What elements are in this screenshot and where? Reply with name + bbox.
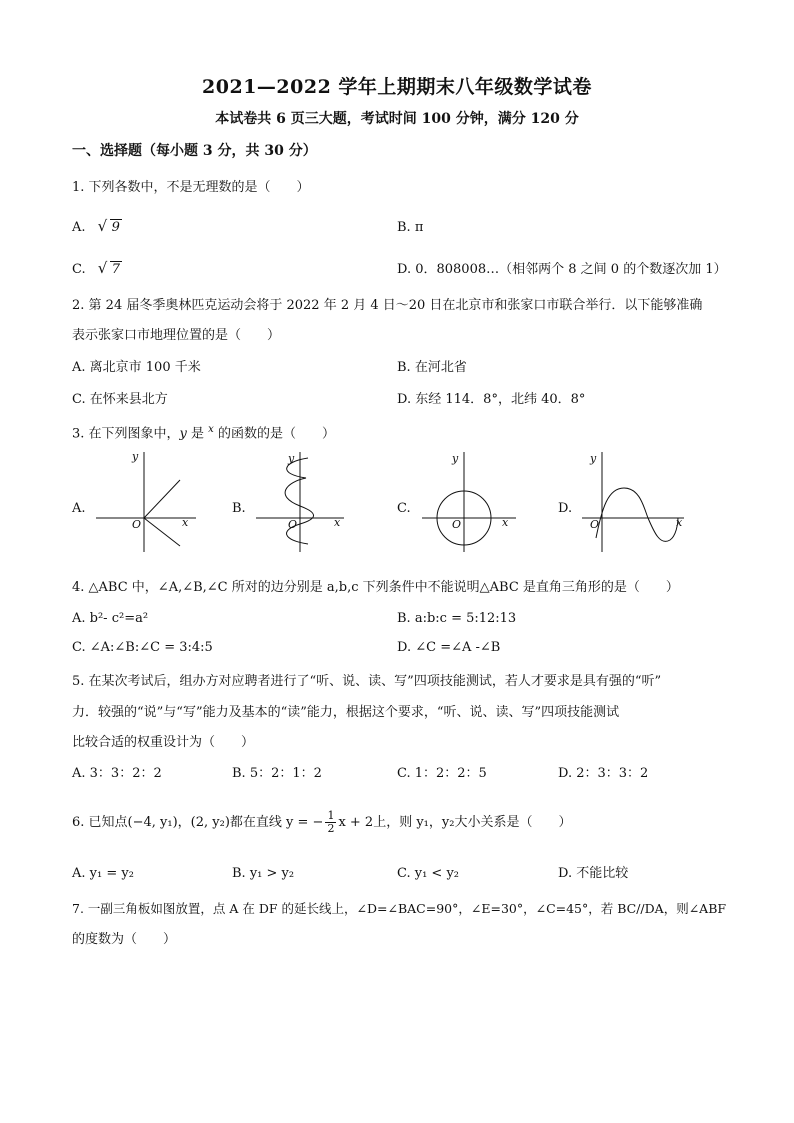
axis-y-label: y — [132, 450, 139, 463]
origin-label: O — [132, 518, 142, 531]
graph-c-label: C. — [397, 501, 411, 516]
question-4-stem: 4. △ABC 中，∠A,∠B,∠C 所对的边分别是 a,b,c 下列条件中不能说明△ABC 是直角三角形的是（ ） — [72, 580, 679, 595]
axis-y-label: y — [452, 452, 459, 465]
var-x: x — [208, 424, 214, 435]
stem-text: 的函数的是（ ） — [213, 426, 335, 442]
question-7-stem-line-2: 的度数为（ ） — [72, 932, 177, 947]
fraction-denominator: 2 — [327, 822, 335, 835]
fraction-one-half — [325, 810, 336, 835]
question-5-stem-line-1: 5. 在某次考试后，组办方对应聘者进行了“听、说、读、写”四项技能测试，若人才要求是具有强的“听” — [72, 674, 662, 689]
question-1-option-b: B. π — [397, 220, 424, 235]
question-1-option-a — [72, 218, 122, 238]
graph-a — [92, 448, 202, 556]
question-7-stem-line-1: 7. 一副三角板如图放置，点 A 在 DF 的延长线上，∠D=∠BAC=90°，∠E=30°，∠C=45°，若 BC//DA，则∠ABF — [72, 901, 727, 916]
var-y: y — [179, 426, 187, 442]
axis-x-label: x — [676, 516, 683, 529]
stem-text: 6. 已知点(−4, y₁)，(2, y₂)都在直线 y = − — [72, 815, 324, 830]
sqrt-symbol — [100, 218, 122, 238]
question-5-option-d: D. 2：3：3：2 — [558, 766, 649, 781]
page-subtitle: 本试卷共 6 页三大题，考试时间 100 分钟，满分 120 分 — [215, 111, 579, 127]
question-1-option-d: D. 0．808008…（相邻两个 8 之间 0 的个数逐次加 1） — [397, 262, 727, 277]
origin-label: O — [590, 518, 600, 531]
axis-x-label: x — [182, 516, 189, 529]
graph-c — [418, 448, 528, 556]
fraction-numerator: 1 — [327, 809, 335, 822]
question-6-option-d: D. 不能比较 — [558, 866, 629, 881]
question-6-option-c: C. y₁ < y₂ — [397, 866, 460, 881]
stem-text: x + 2上，则 y₁，y₂大小关系是（ ） — [338, 815, 572, 830]
question-2-option-a: A. 离北京市 100 千米 — [72, 360, 201, 375]
question-4-option-d: D. ∠C =∠A -∠B — [397, 640, 501, 655]
question-2-stem-line-2: 表示张家口市地理位置的是（ ） — [72, 328, 281, 343]
graph-b — [252, 448, 352, 556]
stem-text: 是 — [186, 426, 209, 442]
origin-label: O — [288, 518, 298, 531]
question-6-stem — [72, 810, 571, 835]
question-5-option-c: C. 1：2：2：5 — [397, 766, 487, 781]
axis-y-label: y — [288, 452, 295, 465]
question-2-option-c: C. 在怀来县北方 — [72, 392, 168, 407]
question-5-option-b: B. 5：2：1：2 — [232, 766, 322, 781]
question-5-stem-line-3: 比较合适的权重设计为（ ） — [72, 735, 255, 750]
radicand: 7 — [111, 262, 121, 277]
stem-text: 3. 在下列图象中， — [72, 426, 180, 442]
radicand: 9 — [111, 220, 120, 235]
question-4-option-a: A. b²- c²=a² — [72, 611, 149, 626]
question-5-option-a: A. 3：3：2：2 — [72, 766, 162, 781]
axis-y-label: y — [590, 452, 597, 465]
question-2-option-b: B. 在河北省 — [397, 360, 467, 375]
question-5-stem-line-2: 力．较强的“说”与“写”能力及基本的“读”能力，根据这个要求，“听、说、读、写”四项技能测试 — [72, 705, 620, 720]
question-2-stem-line-1: 2. 第 24 届冬季奥林匹克运动会将于 2022 年 2 月 4 日～20 日在北京市和张家口市联合举行．以下能够准确 — [72, 298, 703, 313]
graph-b-label: B. — [232, 501, 246, 516]
axis-x-label: x — [334, 516, 341, 529]
graph-d — [578, 448, 690, 556]
question-1-stem: 1. 下列各数中，不是无理数的是（ ） — [72, 180, 310, 195]
origin-label: O — [452, 518, 462, 531]
graph-d-label: D. — [558, 501, 573, 516]
question-6-option-b: B. y₁ > y₂ — [232, 866, 295, 881]
question-1-option-c — [72, 260, 122, 280]
option-label: C. — [72, 262, 86, 277]
graph-a-label: A. — [72, 501, 86, 516]
page-title: 2021—2022 学年上期期末八年级数学试卷 — [202, 76, 592, 98]
question-3-stem — [72, 420, 335, 444]
option-label: A. — [72, 220, 86, 235]
sqrt-symbol — [100, 260, 122, 280]
question-2-option-d: D. 东经 114．8°，北纬 40．8° — [397, 392, 586, 407]
axis-x-label: x — [502, 516, 509, 529]
section-heading: 一、选择题（每小题 3 分，共 30 分） — [72, 143, 317, 159]
question-4-option-b: B. a:b:c = 5:12:13 — [397, 611, 517, 626]
question-4-option-c: C. ∠A:∠B:∠C = 3:4:5 — [72, 640, 213, 655]
question-6-option-a: A. y₁ = y₂ — [72, 866, 134, 881]
